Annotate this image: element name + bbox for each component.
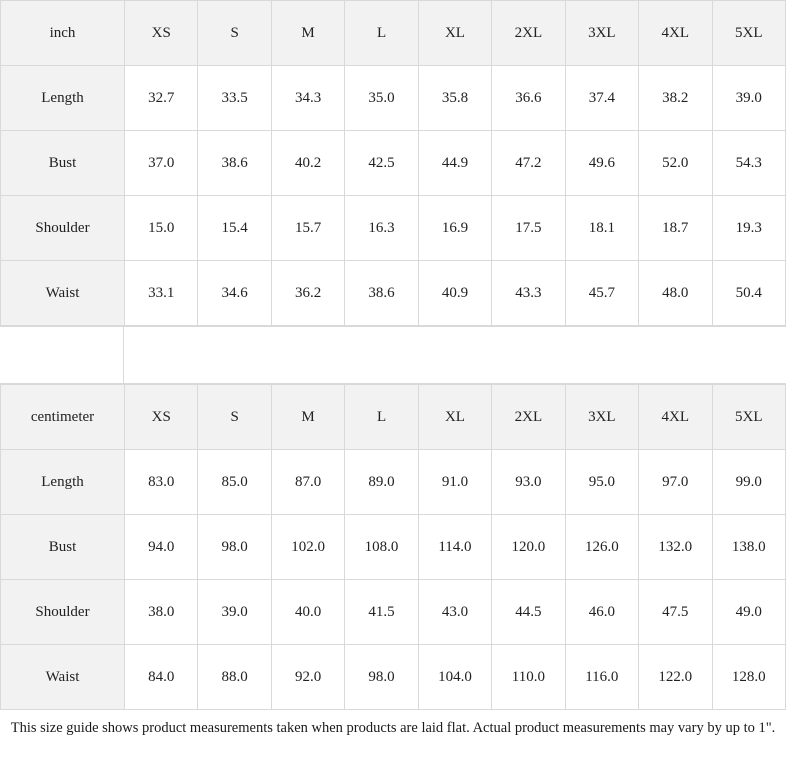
table-row [1, 196, 786, 261]
cell-waist-2xl: 43.3 [492, 261, 565, 326]
cell-bust-s: 98.0 [198, 515, 271, 580]
column-header-s: S [198, 385, 271, 450]
cell-length-l: 35.0 [345, 66, 418, 131]
cell-waist-m: 92.0 [271, 645, 344, 710]
size-guide-footnote: This size guide shows product measurements taken when products are laid flat. Actual product measurements may vary by up to 1". [10, 720, 776, 736]
cell-length-5xl: 99.0 [712, 450, 786, 515]
row-label-shoulder: Shoulder [1, 580, 125, 645]
cell-bust-4xl: 52.0 [639, 131, 712, 196]
table-spacer [0, 326, 786, 384]
cell-length-2xl: 93.0 [492, 450, 565, 515]
cell-bust-2xl: 120.0 [492, 515, 565, 580]
cell-waist-4xl: 48.0 [639, 261, 712, 326]
cell-waist-3xl: 45.7 [565, 261, 638, 326]
cell-length-5xl: 39.0 [712, 66, 786, 131]
row-label-waist: Waist [1, 261, 125, 326]
table-row [1, 66, 786, 131]
column-header-m: M [271, 385, 344, 450]
cell-bust-3xl: 49.6 [565, 131, 638, 196]
cell-length-4xl: 38.2 [639, 66, 712, 131]
cell-shoulder-s: 39.0 [198, 580, 271, 645]
column-header-l: L [345, 1, 418, 66]
cell-bust-m: 102.0 [271, 515, 344, 580]
cell-bust-4xl: 132.0 [639, 515, 712, 580]
cell-bust-xl: 44.9 [418, 131, 491, 196]
cell-shoulder-l: 16.3 [345, 196, 418, 261]
column-header-s: S [198, 1, 271, 66]
cell-shoulder-2xl: 44.5 [492, 580, 565, 645]
column-header-4xl: 4XL [639, 385, 712, 450]
column-header-5xl: 5XL [712, 385, 786, 450]
unit-label-inch: inch [1, 1, 125, 66]
table-row [1, 261, 786, 326]
cell-bust-xs: 37.0 [125, 131, 198, 196]
table-spacer-left [0, 326, 124, 384]
column-header-3xl: 3XL [565, 385, 638, 450]
cell-length-4xl: 97.0 [639, 450, 712, 515]
cell-length-l: 89.0 [345, 450, 418, 515]
row-label-bust: Bust [1, 131, 125, 196]
size-table-centimeter-body [1, 385, 786, 710]
column-header-xs: XS [125, 385, 198, 450]
cell-shoulder-3xl: 18.1 [565, 196, 638, 261]
cell-bust-m: 40.2 [271, 131, 344, 196]
table-header-row [1, 1, 786, 66]
table-row [1, 450, 786, 515]
cell-bust-xs: 94.0 [125, 515, 198, 580]
column-header-3xl: 3XL [565, 1, 638, 66]
cell-bust-xl: 114.0 [418, 515, 491, 580]
cell-shoulder-l: 41.5 [345, 580, 418, 645]
cell-shoulder-5xl: 19.3 [712, 196, 786, 261]
column-header-xl: XL [418, 1, 491, 66]
column-header-l: L [345, 385, 418, 450]
cell-waist-s: 88.0 [198, 645, 271, 710]
cell-waist-xl: 40.9 [418, 261, 491, 326]
cell-shoulder-xs: 15.0 [125, 196, 198, 261]
cell-bust-3xl: 126.0 [565, 515, 638, 580]
cell-length-3xl: 37.4 [565, 66, 638, 131]
row-label-waist: Waist [1, 645, 125, 710]
column-header-xl: XL [418, 385, 491, 450]
cell-length-xs: 32.7 [125, 66, 198, 131]
column-header-2xl: 2XL [492, 1, 565, 66]
cell-length-xs: 83.0 [125, 450, 198, 515]
cell-bust-5xl: 54.3 [712, 131, 786, 196]
cell-shoulder-3xl: 46.0 [565, 580, 638, 645]
cell-shoulder-4xl: 18.7 [639, 196, 712, 261]
column-header-2xl: 2XL [492, 385, 565, 450]
cell-length-s: 33.5 [198, 66, 271, 131]
table-row [1, 580, 786, 645]
cell-shoulder-xs: 38.0 [125, 580, 198, 645]
cell-length-m: 34.3 [271, 66, 344, 131]
cell-shoulder-m: 40.0 [271, 580, 344, 645]
cell-shoulder-xl: 43.0 [418, 580, 491, 645]
cell-waist-2xl: 110.0 [492, 645, 565, 710]
cell-waist-l: 98.0 [345, 645, 418, 710]
cell-waist-3xl: 116.0 [565, 645, 638, 710]
cell-bust-5xl: 138.0 [712, 515, 786, 580]
cell-bust-s: 38.6 [198, 131, 271, 196]
column-header-m: M [271, 1, 344, 66]
cell-shoulder-xl: 16.9 [418, 196, 491, 261]
size-table-inch-body [1, 1, 786, 326]
unit-label-centimeter: centimeter [1, 385, 125, 450]
cell-waist-4xl: 122.0 [639, 645, 712, 710]
cell-waist-xs: 33.1 [125, 261, 198, 326]
row-label-length: Length [1, 450, 125, 515]
cell-shoulder-4xl: 47.5 [639, 580, 712, 645]
table-row [1, 645, 786, 710]
cell-length-3xl: 95.0 [565, 450, 638, 515]
cell-length-xl: 91.0 [418, 450, 491, 515]
cell-shoulder-2xl: 17.5 [492, 196, 565, 261]
cell-waist-xl: 104.0 [418, 645, 491, 710]
cell-shoulder-5xl: 49.0 [712, 580, 786, 645]
column-header-xs: XS [125, 1, 198, 66]
cell-length-xl: 35.8 [418, 66, 491, 131]
cell-shoulder-m: 15.7 [271, 196, 344, 261]
size-table-centimeter [0, 384, 786, 710]
cell-shoulder-s: 15.4 [198, 196, 271, 261]
cell-length-2xl: 36.6 [492, 66, 565, 131]
cell-waist-xs: 84.0 [125, 645, 198, 710]
column-header-5xl: 5XL [712, 1, 786, 66]
size-table-inch [0, 0, 786, 326]
table-spacer-right [124, 326, 786, 384]
cell-waist-5xl: 50.4 [712, 261, 786, 326]
cell-bust-2xl: 47.2 [492, 131, 565, 196]
table-header-row [1, 385, 786, 450]
row-label-length: Length [1, 66, 125, 131]
cell-waist-l: 38.6 [345, 261, 418, 326]
cell-bust-l: 42.5 [345, 131, 418, 196]
cell-waist-s: 34.6 [198, 261, 271, 326]
cell-waist-5xl: 128.0 [712, 645, 786, 710]
column-header-4xl: 4XL [639, 1, 712, 66]
cell-bust-l: 108.0 [345, 515, 418, 580]
row-label-shoulder: Shoulder [1, 196, 125, 261]
row-label-bust: Bust [1, 515, 125, 580]
cell-length-s: 85.0 [198, 450, 271, 515]
cell-waist-m: 36.2 [271, 261, 344, 326]
cell-length-m: 87.0 [271, 450, 344, 515]
table-row [1, 131, 786, 196]
table-row [1, 515, 786, 580]
